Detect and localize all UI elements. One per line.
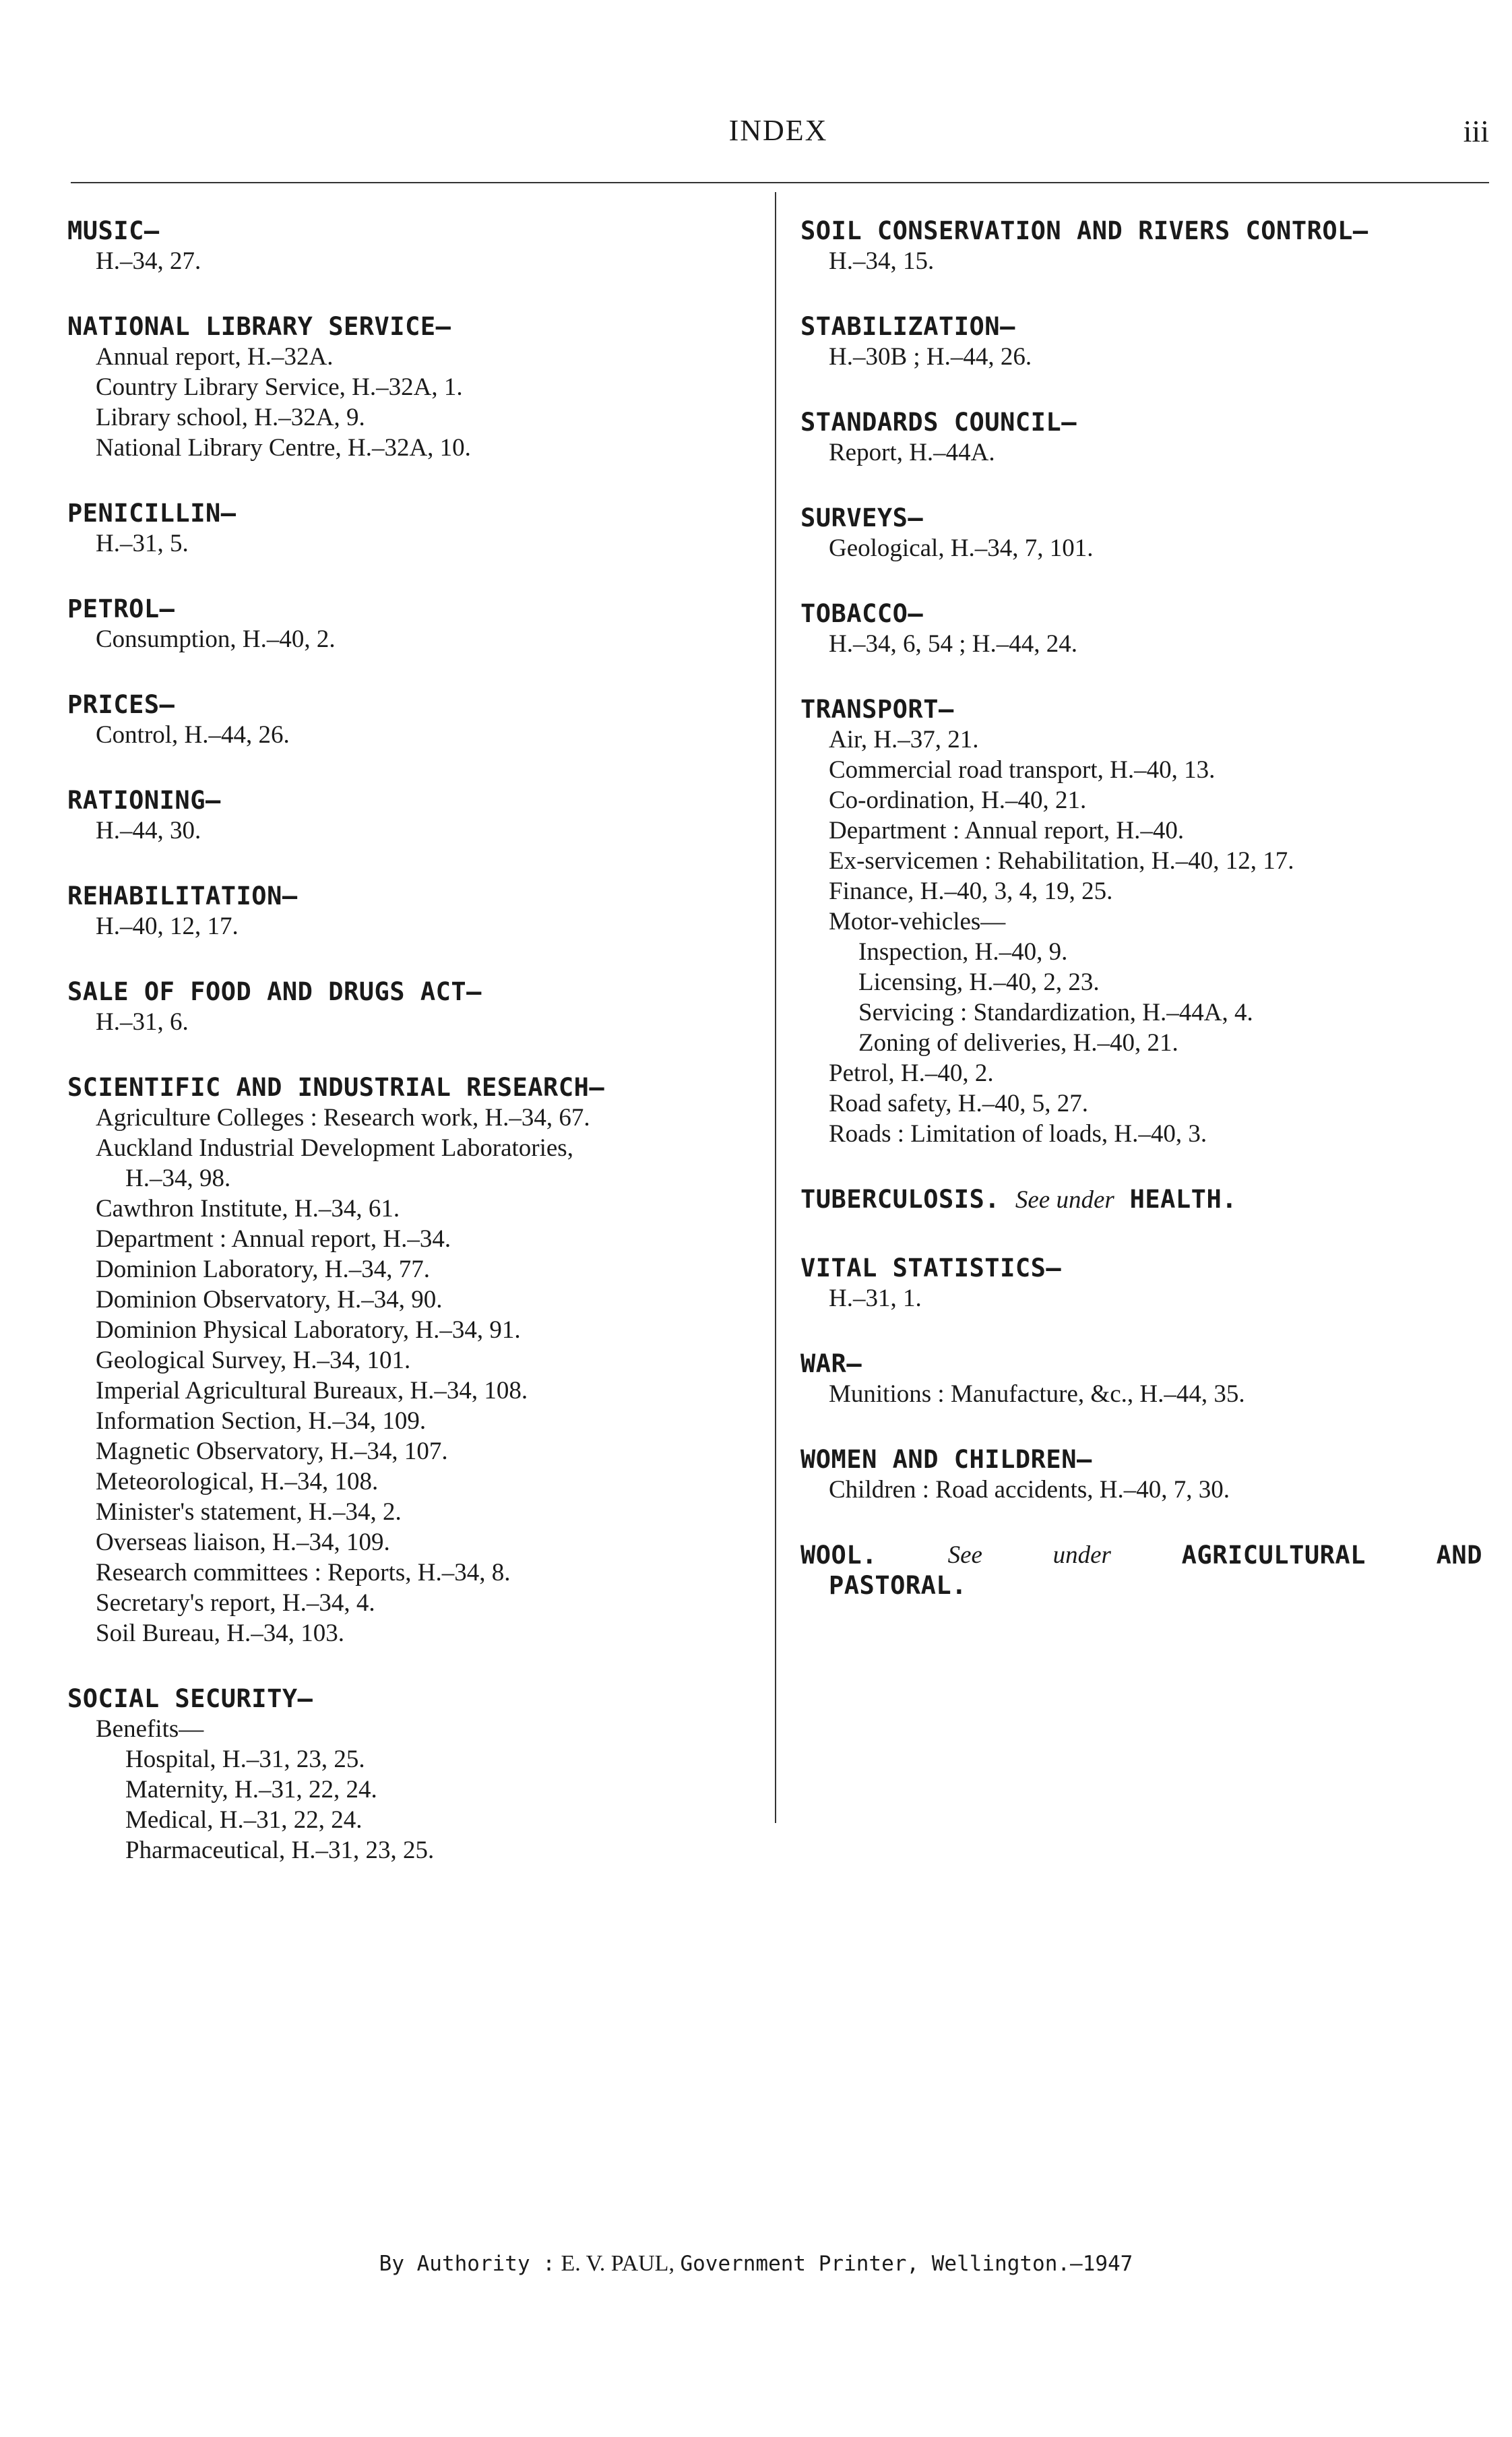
entry-line: Finance, H.–40, 3, 4, 19, 25. — [829, 877, 1113, 905]
entry-line: Library school, H.–32A, 9. — [96, 404, 365, 431]
see-target: AND — [1436, 1541, 1482, 1570]
entry-line: Report, H.–44A. — [829, 439, 995, 466]
entry-line: H.–34, 27. — [96, 247, 201, 275]
entry-line: H.–34, 6, 54 ; H.–44, 24. — [829, 630, 1077, 658]
entry-line: Roads : Limitation of loads, H.–40, 3. — [829, 1120, 1207, 1148]
entry-heading: SURVEYS— — [800, 503, 924, 532]
entry-heading: SOCIAL SECURITY— — [67, 1684, 313, 1713]
entry-line: Dominion Physical Laboratory, H.–34, 91. — [96, 1316, 521, 1344]
entry-line: Petrol, H.–40, 2. — [829, 1059, 994, 1087]
entry-line: Road safety, H.–40, 5, 27. — [829, 1090, 1089, 1117]
entry-line: Soil Bureau, H.–34, 103. — [96, 1619, 344, 1647]
entry-line: Munitions : Manufacture, &c., H.–44, 35. — [829, 1380, 1245, 1408]
entry-line: Zoning of deliveries, H.–40, 21. — [858, 1029, 1178, 1057]
entry-line: Co-ordination, H.–40, 21. — [829, 786, 1087, 814]
see-reference: under — [1052, 1541, 1111, 1569]
entry-subheading: Benefits— — [96, 1715, 204, 1743]
see-target: HEALTH. — [1129, 1185, 1238, 1214]
entry-heading-text: WOOL. — [800, 1541, 877, 1570]
entry-line: Pharmaceutical, H.–31, 23, 25. — [125, 1837, 435, 1864]
entry-line: Air, H.–37, 21. — [829, 726, 979, 753]
index-entry-war — [800, 1349, 1494, 1409]
entry-line: Department : Annual report, H.–40. — [829, 817, 1185, 844]
printer-imprint — [0, 2251, 1512, 2277]
entry-heading — [800, 1184, 1494, 1215]
entry-line: Agriculture Colleges : Research work, H.–34, 67. — [96, 1104, 590, 1132]
left-column — [67, 216, 755, 1901]
entry-heading: SOIL CONSERVATION AND RIVERS CONTROL— — [800, 216, 1368, 245]
see-target: PASTORAL. — [829, 1571, 967, 1600]
imprint-name: E. V. PAUL, — [561, 2251, 674, 2276]
entry-heading: WOMEN AND CHILDREN— — [800, 1445, 1092, 1474]
imprint-prefix: By Authority : — [379, 2252, 555, 2276]
entry-line: Country Library Service, H.–32A, 1. — [96, 373, 463, 401]
entry-heading-text: TUBERCULOSIS. — [800, 1185, 1001, 1214]
entry-line: Overseas liaison, H.–34, 109. — [96, 1529, 390, 1556]
entry-line: H.–44, 30. — [96, 817, 201, 844]
column-divider — [775, 192, 776, 1823]
index-entry-prices — [67, 689, 755, 750]
entry-heading: WAR— — [800, 1349, 862, 1378]
see-target: AGRICULTURAL — [1181, 1541, 1366, 1570]
right-column — [800, 216, 1494, 1636]
index-entry-standards — [800, 407, 1494, 468]
index-entry-soil — [800, 216, 1494, 276]
entry-line: Dominion Observatory, H.–34, 90. — [96, 1286, 443, 1314]
entry-line: Imperial Agricultural Bureaux, H.–34, 108. — [96, 1377, 528, 1405]
entry-line: Children : Road accidents, H.–40, 7, 30. — [829, 1476, 1230, 1504]
page-title: INDEX — [728, 114, 828, 147]
entry-line: Maternity, H.–31, 22, 24. — [125, 1776, 377, 1803]
entry-line: Hospital, H.–31, 23, 25. — [125, 1746, 365, 1773]
entry-line: H.–40, 12, 17. — [96, 913, 239, 940]
entry-heading: MUSIC— — [67, 216, 160, 245]
entry-line: Commercial road transport, H.–40, 13. — [829, 756, 1216, 784]
entry-line: Meteorological, H.–34, 108. — [96, 1468, 379, 1495]
entry-heading: RATIONING— — [67, 786, 221, 815]
index-entry-surveys — [800, 503, 1494, 563]
index-entry-stabilization — [800, 311, 1494, 372]
index-entry-tuberculosis — [800, 1184, 1494, 1215]
page-number: iii — [1463, 114, 1489, 148]
entry-heading: NATIONAL LIBRARY SERVICE— — [67, 312, 451, 341]
entry-heading: TOBACCO— — [800, 599, 924, 628]
entry-line: Medical, H.–31, 22, 24. — [125, 1806, 363, 1834]
entry-line: Research committees : Reports, H.–34, 8. — [96, 1559, 511, 1586]
entry-line: H.–31, 5. — [96, 530, 189, 557]
entry-line: H.–30B ; H.–44, 26. — [829, 343, 1032, 371]
index-entry-national-library — [67, 311, 755, 463]
entry-line: Ex-servicemen : Rehabilitation, H.–40, 12, 17. — [829, 847, 1294, 875]
index-entry-penicillin — [67, 498, 755, 559]
page-header — [67, 113, 1489, 154]
entry-line: National Library Centre, H.–32A, 10. — [96, 434, 471, 462]
header-rule — [71, 182, 1489, 183]
see-reference: See under — [1015, 1186, 1114, 1214]
index-entry-women — [800, 1444, 1494, 1505]
index-entry-rationing — [67, 785, 755, 846]
entry-line: Licensing, H.–40, 2, 23. — [858, 968, 1100, 996]
entry-line: H.–31, 6. — [96, 1008, 189, 1036]
entry-line: Magnetic Observatory, H.–34, 107. — [96, 1438, 448, 1465]
index-entry-transport — [800, 694, 1494, 1149]
index-entry-petrol — [67, 594, 755, 654]
index-entry-music — [67, 216, 755, 276]
entry-line: Geological, H.–34, 7, 101. — [829, 534, 1094, 562]
index-entry-scientific — [67, 1072, 755, 1648]
entry-heading: PRICES— — [67, 690, 175, 719]
entry-heading: PENICILLIN— — [67, 499, 237, 528]
index-entry-wool — [800, 1540, 1494, 1601]
see-reference: See — [947, 1541, 982, 1569]
index-entry-vital — [800, 1253, 1494, 1314]
entry-line: Servicing : Standardization, H.–44A, 4. — [858, 999, 1253, 1026]
entry-line: Secretary's report, H.–34, 4. — [96, 1589, 375, 1617]
entry-subheading: Motor-vehicles— — [829, 908, 1006, 935]
index-entry-rehabilitation — [67, 881, 755, 942]
entry-line: Control, H.–44, 26. — [96, 721, 290, 749]
entry-line: Geological Survey, H.–34, 101. — [96, 1347, 411, 1374]
entry-heading: VITAL STATISTICS— — [800, 1254, 1062, 1283]
entry-line: Department : Annual report, H.–34. — [96, 1225, 451, 1253]
entry-heading: STABILIZATION— — [800, 312, 1015, 341]
entry-heading: SCIENTIFIC AND INDUSTRIAL RESEARCH— — [67, 1073, 605, 1102]
entry-line: Dominion Laboratory, H.–34, 77. — [96, 1256, 430, 1283]
entry-heading: PETROL— — [67, 594, 175, 623]
entry-line: H.–34, 98. — [125, 1165, 231, 1192]
entry-heading — [800, 1540, 1482, 1570]
entry-line: Information Section, H.–34, 109. — [96, 1407, 427, 1435]
entry-heading: SALE OF FOOD AND DRUGS ACT— — [67, 977, 482, 1006]
index-entry-sale-food — [67, 977, 755, 1037]
entry-line: Minister's statement, H.–34, 2. — [96, 1498, 402, 1526]
entry-line: Annual report, H.–32A. — [96, 343, 334, 371]
imprint-rest: Government Printer, Wellington.—1947 — [680, 2252, 1133, 2276]
entry-heading: STANDARDS COUNCIL— — [800, 408, 1077, 437]
entry-line: H.–34, 15. — [829, 247, 935, 275]
entry-heading: REHABILITATION— — [67, 882, 298, 911]
index-entry-social-security — [67, 1684, 755, 1865]
entry-line: Cawthron Institute, H.–34, 61. — [96, 1195, 400, 1223]
entry-line: H.–31, 1. — [829, 1285, 922, 1312]
entry-line: Inspection, H.–40, 9. — [858, 938, 1068, 966]
entry-heading: TRANSPORT— — [800, 695, 954, 724]
entry-line: Consumption, H.–40, 2. — [96, 625, 336, 653]
entry-line: Auckland Industrial Development Laboratories, — [96, 1134, 573, 1162]
index-entry-tobacco — [800, 598, 1494, 659]
